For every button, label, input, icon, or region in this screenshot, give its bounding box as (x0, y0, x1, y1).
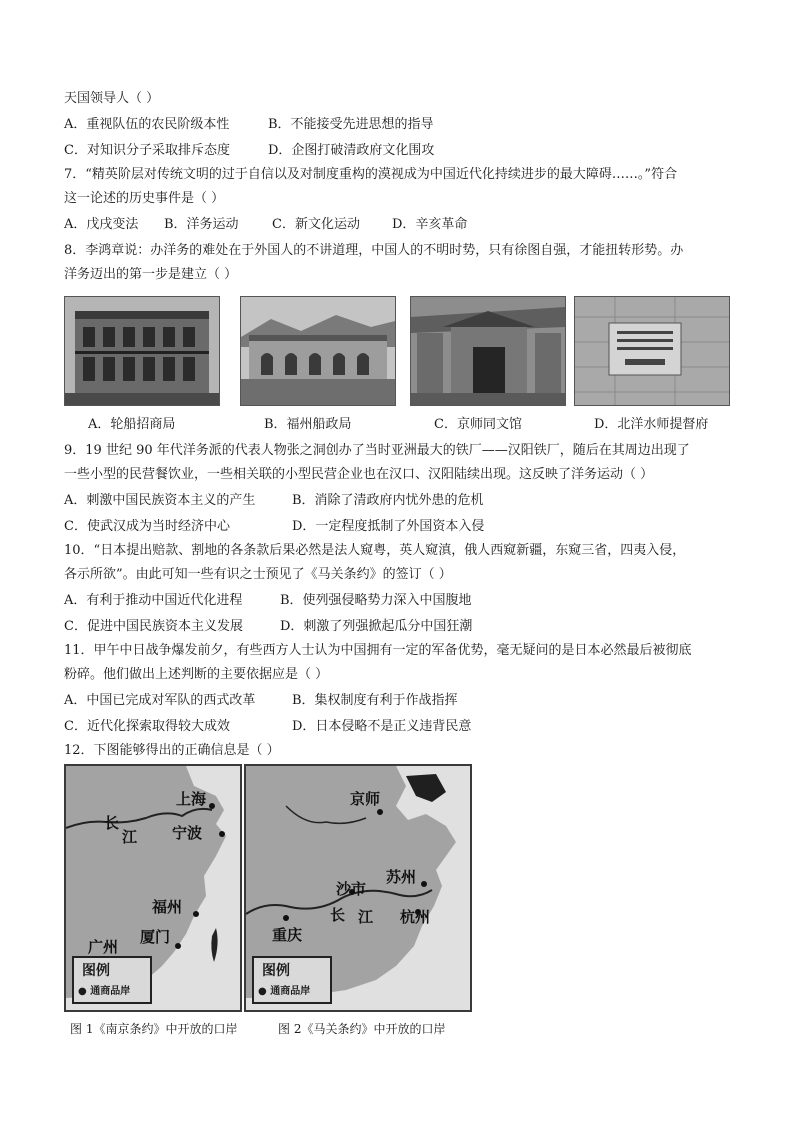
q7-option-d: D．辛亥革命 (392, 217, 468, 232)
q6-option-b: B．不能接受先进思想的指导 (268, 117, 434, 132)
q11-stem-line1: 11．甲午中日战争爆发前夕，有些西方人士认为中国拥有一定的军备优势，毫无疑问的是日本必然最后被彻底 (64, 643, 692, 658)
q8-stem-line2: 洋务迈出的第一步是建立（ ） (64, 267, 238, 282)
photo-c-gate (410, 296, 566, 406)
map2-legend-title: 图例 (262, 963, 290, 979)
map2-caption: 图 2《马关条约》中开放的口岸 (278, 1022, 446, 1036)
q12-stem: 12．下图能够得出的正确信息是（ ） (64, 743, 280, 758)
map1-legend-key: ● 通商品岸 (78, 986, 131, 997)
map2-label-jingshi: 京师 (350, 790, 381, 808)
photo-b-shipyard (240, 296, 396, 406)
q8-option-b: B．福州船政局 (264, 417, 352, 432)
map1-label-fuzhou: 福州 (152, 898, 183, 916)
q7-option-a: A．戊戌变法 (64, 217, 139, 232)
map2-legend-key: ● 通商品岸 (258, 986, 311, 997)
map2-label-hangzhou: 杭州 (400, 908, 431, 926)
q9-stem-line1: 9．19 世纪 90 年代洋务派的代表人物张之洞创办了当时亚洲最大的铁厂——汉阳铁厂，随后在其周边出现了 (64, 443, 690, 458)
q9-option-c: C．使武汉成为当时经济中心 (64, 519, 230, 534)
q7-option-b: B．洋务运动 (164, 217, 239, 232)
q11-stem-line2: 粉碎。他们做出上述判断的主要依据应是（ ） (64, 667, 329, 682)
map-maguan-treaty (244, 764, 472, 1012)
map2-label-chang: 长 (330, 906, 346, 924)
q10-option-c: C．促进中国民族资本主义发展 (64, 619, 243, 634)
q6-option-a: A．重视队伍的农民阶级本性 (64, 117, 230, 132)
q8-stem-line1: 8．李鸿章说：办洋务的难处在于外国人的不讲道理，中国人的不明时势，只有徐图自强，才能扭转形势。办 (64, 243, 684, 258)
q10-option-a: A．有利于推动中国近代化进程 (64, 593, 243, 608)
q8-option-d: D．北洋水师提督府 (594, 417, 709, 432)
q6-stem-tail: 天国领导人（ ） (64, 91, 160, 106)
q9-option-b: B．消除了清政府内忧外患的危机 (292, 493, 484, 508)
q11-option-c: C．近代化探索取得较大成效 (64, 719, 230, 734)
q7-stem-line1: 7．“精英阶层对传统文明的过于自信以及对制度重构的漠视成为中国近代化持续进步的最大障碍……。”符合 (64, 167, 678, 182)
map2-label-jiang: 江 (358, 908, 374, 926)
q6-option-d: D．企图打破清政府文化围攻 (268, 143, 435, 158)
q9-option-a: A．刺激中国民族资本主义的产生 (64, 493, 256, 508)
map1-caption: 图 1《南京条约》中开放的口岸 (70, 1022, 238, 1036)
map1-legend (72, 956, 152, 1004)
map1-label-chang: 长 (104, 814, 120, 832)
map2-label-suzhou: 苏州 (386, 868, 417, 886)
q11-option-a: A．中国已完成对军队的西式改革 (64, 693, 256, 708)
map2-legend (252, 956, 332, 1004)
photo-d-plaque (574, 296, 730, 406)
q11-option-b: B．集权制度有利于作战指挥 (292, 693, 458, 708)
map2-label-chongqing: 重庆 (272, 926, 303, 944)
map2-label-shashi: 沙市 (336, 880, 367, 898)
map1-label-guangzhou: 广州 (88, 938, 119, 956)
q10-option-b: B．使列强侵略势力深入中国腹地 (280, 593, 472, 608)
map1-label-shanghai: 上海 (176, 790, 207, 808)
q7-stem-line2: 这一论述的历史事件是（ ） (64, 191, 225, 206)
map1-label-ningbo: 宁波 (172, 824, 203, 842)
q11-option-d: D．日本侵略不是正义违背民意 (292, 719, 472, 734)
q7-option-c: C．新文化运动 (272, 217, 360, 232)
q10-stem-line1: 10．“日本提出赔款、割地的各条款后果必然是法人窥粤，英人窥滇，俄人西窥新疆，东窥三省，四夷入侵， (64, 543, 686, 558)
map1-label-xiamen: 厦门 (140, 928, 171, 946)
q9-option-d: D．一定程度抵制了外国资本入侵 (292, 519, 485, 534)
map1-label-jiang: 江 (122, 828, 138, 846)
q10-stem-line2: 各示所欲”。由此可知一些有识之士预见了《马关条约》的签订（ ） (64, 567, 452, 582)
q10-option-d: D．刺激了列强掀起瓜分中国狂潮 (280, 619, 473, 634)
q8-option-c: C．京师同文馆 (434, 417, 522, 432)
map1-legend-title: 图例 (82, 963, 110, 979)
q8-option-a: A．轮船招商局 (88, 417, 176, 432)
map-nanjing-treaty (64, 764, 242, 1012)
photo-a-building (64, 296, 220, 406)
q9-stem-line2: 一些小型的民营餐饮业，一些相关联的小型民营企业也在汉口、汉阳陆续出现。这反映了洋务运动（ ） (64, 467, 654, 482)
q6-option-c: C．对知识分子采取排斥态度 (64, 143, 230, 158)
